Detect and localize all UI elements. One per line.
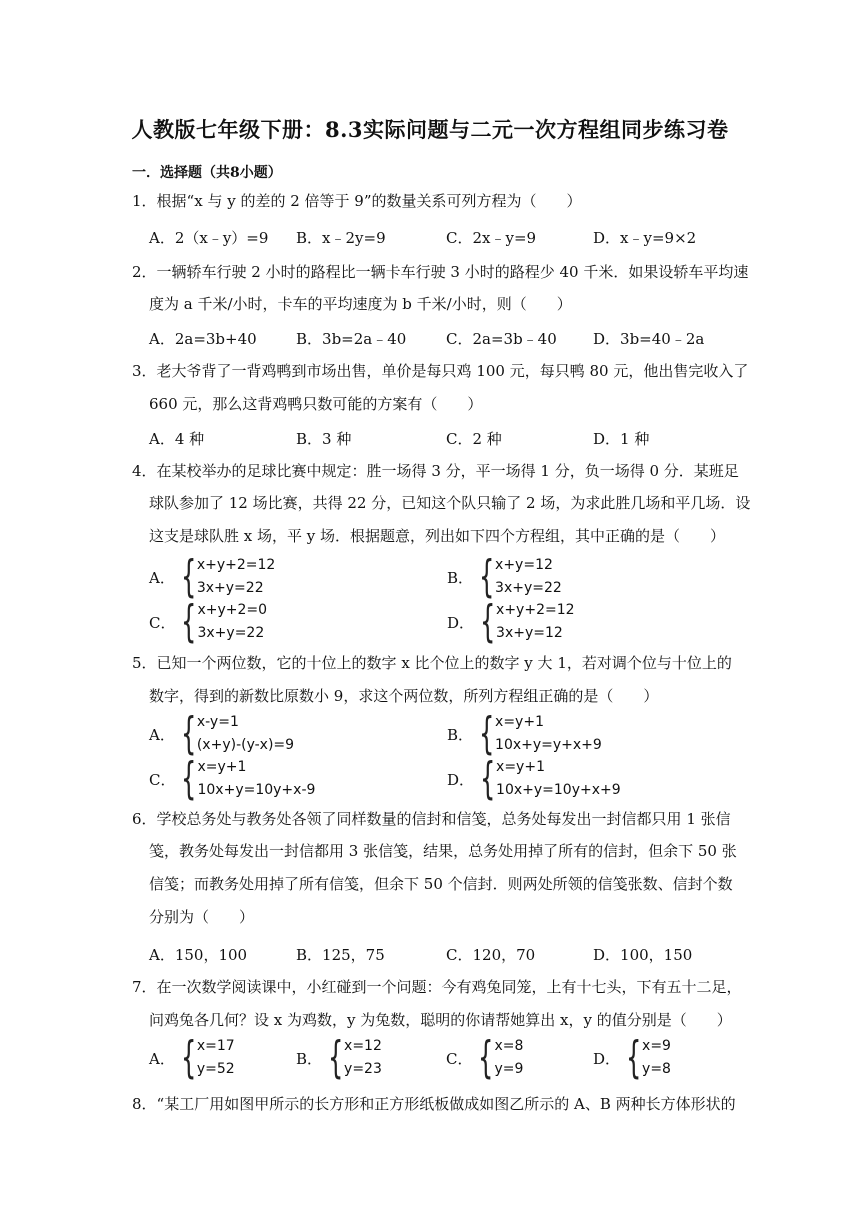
- left-brace-icon: {: [181, 753, 197, 804]
- q7-option-a: A． { x=17 y=52: [149, 1032, 235, 1083]
- question-6-text-cont: 笺，教务处每发出一封信都用 3 张信笺，结果，总务处用掉了所有的信封，但余下 50 张: [149, 842, 737, 860]
- question-4-text: 4．在某校举办的足球比赛中规定：胜一场得 3 分，平一场得 1 分，负一场得 0 分．某班足: [132, 462, 739, 480]
- left-brace-icon: {: [180, 708, 197, 759]
- q4-option-d: D． { x+y+2=12 3x+y=12: [447, 596, 575, 647]
- left-brace-icon: {: [479, 708, 495, 759]
- question-6-text: 6．学校总务处与教务处各领了同样数量的信封和信笺，总务处每发出一封信都只用 1 张信: [132, 810, 731, 828]
- q7-option-c: C． { x=8 y=9: [446, 1032, 524, 1083]
- q6-option-c: C．120，70: [446, 946, 536, 964]
- question-7-text-cont: 问鸡兔各几何？设 x 为鸡数，y 为兔数，聪明的你请帮她算出 x，y 的值分别是（ ）: [149, 1011, 732, 1029]
- q2-option-c: C．2a=3b﹣40: [446, 330, 557, 348]
- question-7-text: 7．在一次数学阅读课中，小红碰到一个问题：今有鸡兔同笼，上有十七头，下有五十二足，: [132, 978, 742, 996]
- q2-option-a: A．2a=3b+40: [149, 330, 257, 348]
- question-5-text-cont: 数字，得到的新数比原数小 9，求这个两位数，所列方程组正确的是（ ）: [149, 687, 659, 705]
- q3-option-d: D．1 种: [593, 430, 650, 448]
- question-6-text-cont2: 信笺；而教务处用掉了所有信笺，但余下 50 个信封．则两处所领的信笺张数、信封个数: [149, 875, 733, 893]
- question-5-text: 5．已知一个两位数，它的十位上的数字 x 比个位上的数字 y 大 1，若对调个位与十位上的: [132, 654, 732, 672]
- left-brace-icon: {: [480, 596, 496, 647]
- q1-option-c: C．2x﹣y=9: [446, 229, 537, 247]
- q1-option-b: B．x﹣2y=9: [296, 229, 386, 247]
- q7-option-b: B． { x=12 y=23: [296, 1032, 382, 1083]
- q1-option-d: D．x﹣y=9×2: [593, 229, 697, 247]
- left-brace-icon: {: [180, 551, 197, 602]
- question-2-text-cont: 度为 a 千米/小时，卡车的平均速度为 b 千米/小时，则（ ）: [149, 295, 572, 313]
- question-1-text: 1．根据“x 与 y 的差的 2 倍等于 9”的数量关系可列方程为（ ）: [132, 192, 582, 210]
- q5-option-a: A． { x-y=1 (x+y)-(y-x)=9: [149, 708, 295, 759]
- q5-option-b: B． { x=y+1 10x+y=y+x+9: [447, 708, 602, 759]
- q5-option-d: D． { x=y+1 10x+y=10y+x+9: [447, 753, 621, 804]
- q6-option-a: A．150，100: [149, 946, 248, 964]
- q1-option-a: A．2（x﹣y）=9: [149, 229, 269, 247]
- q7-option-d: D． { x=9 y=8: [593, 1032, 671, 1083]
- q6-option-b: B．125，75: [296, 946, 385, 964]
- question-3-text-cont: 660 元，那么这背鸡鸭只数可能的方案有（ ）: [149, 395, 483, 413]
- left-brace-icon: {: [478, 1032, 494, 1083]
- left-brace-icon: {: [480, 753, 496, 804]
- q3-option-c: C．2 种: [446, 430, 502, 448]
- q3-option-b: B．3 种: [296, 430, 352, 448]
- left-brace-icon: {: [479, 551, 495, 602]
- left-brace-icon: {: [180, 1032, 197, 1083]
- q2-option-d: D．3b=40﹣2a: [593, 330, 705, 348]
- q5-option-c: C． { x=y+1 10x+y=10y+x-9: [149, 753, 316, 804]
- page-title: 人教版七年级下册：8.3实际问题与二元一次方程组同步练习卷: [131, 117, 729, 142]
- question-4-text-cont: 球队参加了 12 场比赛，共得 22 分，已知这个队只输了 2 场，为求此胜几场和平几场．设: [149, 494, 751, 512]
- q6-option-d: D．100，150: [593, 946, 693, 964]
- left-brace-icon: {: [626, 1032, 642, 1083]
- q4-option-b: B． { x+y=12 3x+y=22: [447, 551, 562, 602]
- left-brace-icon: {: [181, 596, 197, 647]
- question-2-text: 2．一辆轿车行驶 2 小时的路程比一辆卡车行驶 3 小时的路程少 40 千米．如果设轿车平均速: [132, 263, 749, 281]
- q4-option-c: C． { x+y+2=0 3x+y=22: [149, 596, 268, 647]
- q3-option-a: A．4 种: [149, 430, 205, 448]
- q2-option-b: B．3b=2a﹣40: [296, 330, 407, 348]
- question-8-text: 8．“某工厂用如图甲所示的长方形和正方形纸板做成如图乙所示的 A、B 两种长方体形状的: [132, 1095, 736, 1113]
- left-brace-icon: {: [328, 1032, 344, 1083]
- q4-option-a: A． { x+y+2=12 3x+y=22: [149, 551, 276, 602]
- question-6-text-cont3: 分别为（ ）: [149, 908, 255, 926]
- question-4-text-cont2: 这支是球队胜 x 场，平 y 场．根据题意，列出如下四个方程组，其中正确的是（ ）: [149, 527, 726, 545]
- question-3-text: 3．老大爷背了一背鸡鸭到市场出售，单价是每只鸡 100 元，每只鸭 80 元，他出售完收入了: [132, 362, 749, 380]
- section-heading: 一．选择题（共8小题）: [132, 165, 282, 181]
